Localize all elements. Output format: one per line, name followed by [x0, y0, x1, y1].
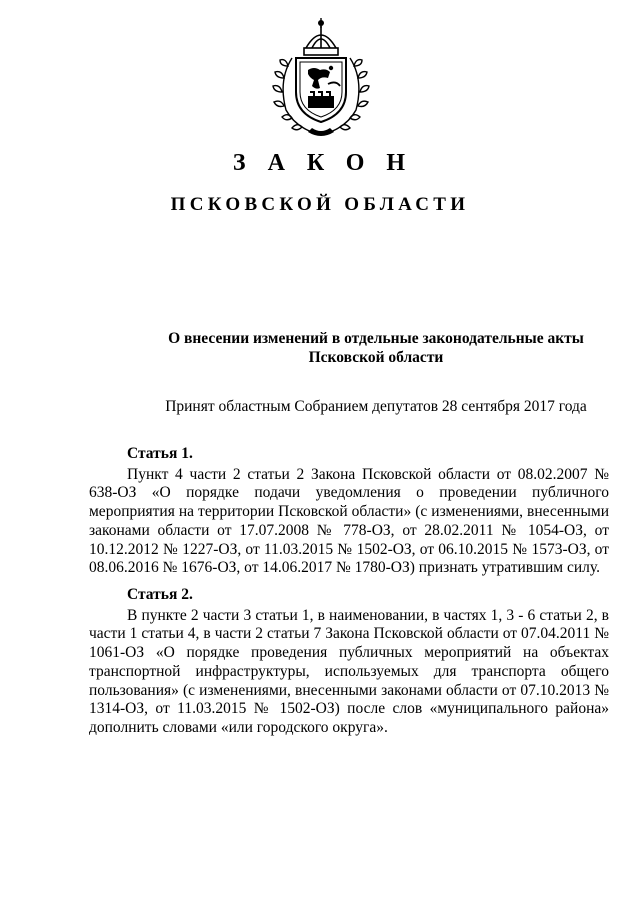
article-body: В пункте 2 части 3 статьи 1, в наименовании, в частях 1, 3 - 6 статьи 2, в части 1 статьи 4, в части 2 статьи 7 Закона Псковской области от 07.04.2011 № 1061-ОЗ «О порядке проведения публичных мероприятий на объектах транспортной инфраструктуры, используемых для транспорта общего пользования» (с изменениями, внесенными законами области от 07.10.2013 № 1314-ОЗ, от 11.03.2015 № 1502-ОЗ) после слов «муниципального района» дополнить словами «или городского округа».: [89, 606, 609, 736]
article-1: [89, 445, 609, 578]
article-heading: Статья 1.: [127, 445, 193, 462]
adoption-line: Принят областным Собранием депутатов 28 сентября 2017 года: [165, 398, 587, 415]
article-body: Пункт 4 части 2 статьи 2 Закона Псковской области от 08.02.2007 № 638-ОЗ «О порядке подачи уведомления о проведении публичного мероприятия на территории Псковской области» (с изменениями, внесенными законами области от 17.07.2008 № 778-ОЗ, от 28.02.2011 № 1054-ОЗ, от 10.12.2012 № 1227-ОЗ, от 11.03.2015 № 1502-ОЗ, от 06.10.2015 № 1573-ОЗ, от 08.06.2016 № 1676-ОЗ, от 14.06.2017 № 1780-ОЗ) признать утратившим силу.: [89, 465, 609, 577]
document-subtitle: ПСКОВСКОЙ ОБЛАСТИ: [170, 194, 470, 215]
article-2: [89, 586, 609, 738]
document-title: ЗАКОН: [232, 150, 428, 176]
article-heading: Статья 2.: [127, 586, 193, 603]
coat-of-arms-icon: [268, 18, 374, 140]
document-subject: [96, 329, 640, 367]
subject-line-2: Псковской области: [308, 349, 444, 366]
subject-line-1: О внесении изменений в отдельные законодательные акты: [168, 330, 584, 347]
